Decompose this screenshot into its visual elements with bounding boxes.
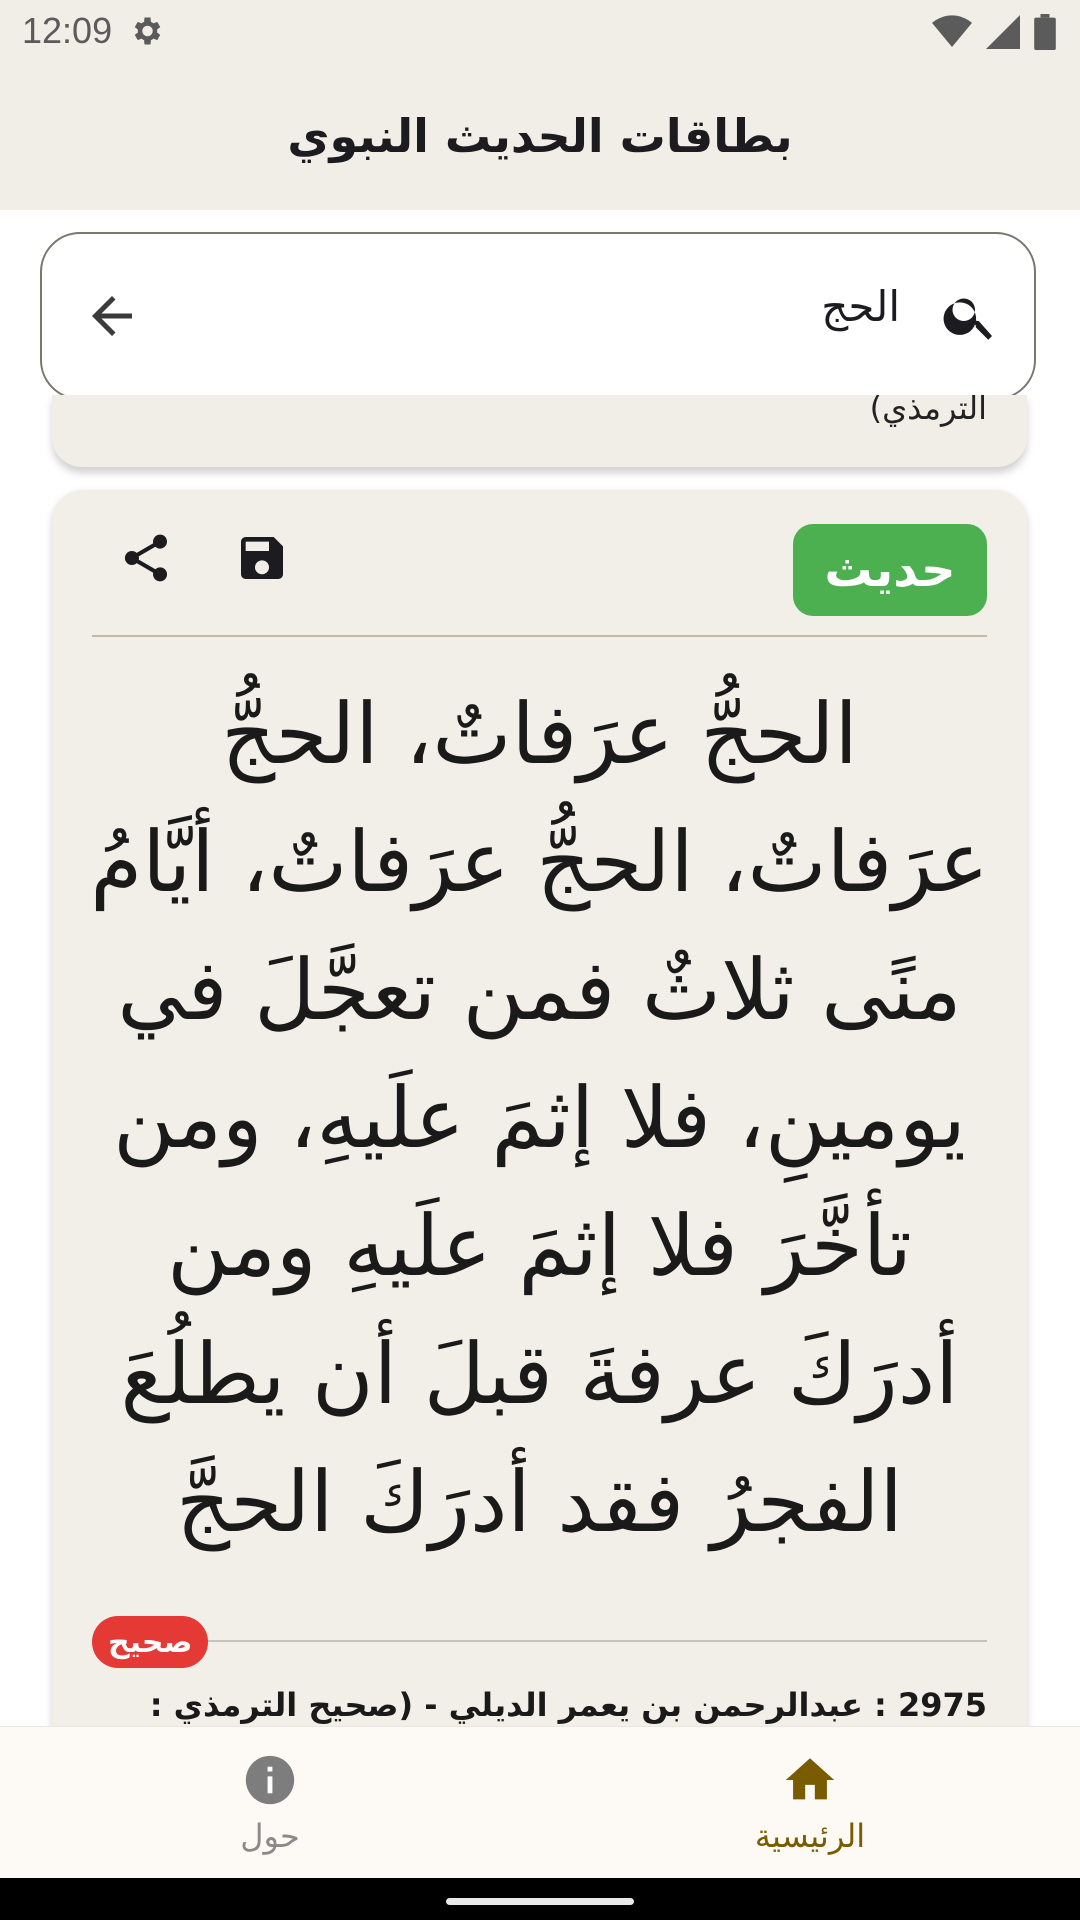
info-icon — [241, 1751, 299, 1809]
search-input[interactable]: الحج — [821, 282, 900, 331]
search-bar[interactable] — [40, 232, 1036, 400]
bottom-navigation — [0, 1726, 1080, 1879]
status-time: 12:09 — [22, 10, 113, 51]
signal-icon — [986, 15, 1020, 49]
nav-item-home[interactable] — [540, 1727, 1080, 1879]
wifi-icon — [932, 15, 972, 49]
back-arrow-icon[interactable] — [82, 286, 142, 346]
hadith-card[interactable] — [52, 490, 1027, 1790]
grade-badge: صحيح — [92, 1616, 208, 1668]
system-navigation-bar — [0, 1878, 1080, 1920]
search-icon[interactable] — [940, 286, 1000, 346]
save-icon[interactable] — [234, 530, 290, 586]
nav-item-about[interactable] — [0, 1727, 540, 1879]
status-bar — [0, 0, 1080, 62]
gesture-handle[interactable] — [446, 1898, 634, 1905]
card-divider — [92, 635, 987, 637]
page-title: بطاقات الحديث النبوي — [287, 109, 793, 163]
share-icon[interactable] — [118, 530, 174, 586]
previous-card-source: الترمذي) — [869, 395, 987, 427]
card-footer-divider — [92, 1640, 987, 1642]
home-icon — [781, 1751, 839, 1809]
hadith-text: الحجُّ عرَفاتٌ، الحجُّ عرَفاتٌ، الحجُّ عرَفاتٌ، أيَّامُ منًى ثلاثٌ فمن تعجَّلَ في يومينِ، فلا إثمَ علَيهِ، ومن تأخَّرَ فلا إثمَ علَيهِ ومن أدرَكَ عرفةَ قبلَ أن يطلُعَ الفجرُ فقد أدرَكَ الحجَّ — [90, 685, 989, 1551]
gear-icon — [128, 13, 164, 49]
app-bar — [0, 62, 1080, 210]
hadith-source: 2975 : عبدالرحمن بن يعمر الديلي - (صحيح الترمذي : — [149, 1686, 987, 1724]
battery-icon — [1034, 14, 1056, 50]
hadith-type-badge: حديث — [793, 524, 987, 616]
nav-label-about: حول — [240, 1817, 300, 1855]
previous-hadith-card[interactable] — [52, 395, 1027, 467]
nav-label-home: الرئيسية — [754, 1817, 866, 1855]
